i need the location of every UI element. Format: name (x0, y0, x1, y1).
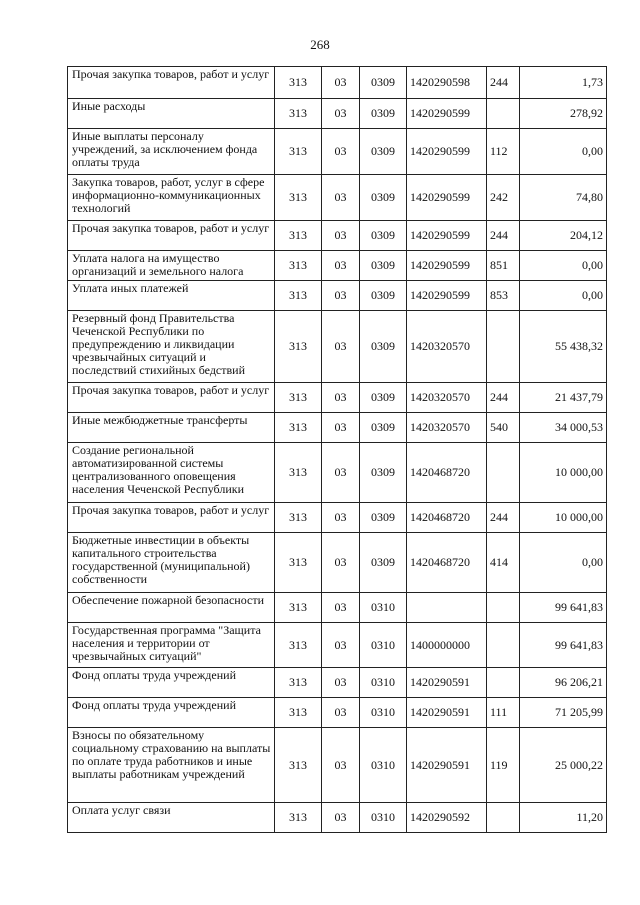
cell-rz: 03 (322, 311, 360, 383)
cell-vr: 112 (487, 129, 520, 175)
table-row (68, 503, 607, 533)
cell-name: Оплата услуг связи (68, 803, 275, 833)
cell-grbs: 313 (275, 728, 322, 803)
cell-pr: 0309 (360, 281, 407, 311)
table-row (68, 129, 607, 175)
cell-rz: 03 (322, 175, 360, 221)
cell-csr: 1420290591 (407, 728, 487, 803)
cell-csr: 1400000000 (407, 623, 487, 668)
cell-grbs: 313 (275, 503, 322, 533)
cell-pr: 0309 (360, 129, 407, 175)
cell-grbs: 313 (275, 623, 322, 668)
cell-sum: 10 000,00 (520, 503, 607, 533)
cell-vr: 414 (487, 533, 520, 593)
cell-pr: 0310 (360, 698, 407, 728)
table-row (68, 728, 607, 803)
cell-pr: 0309 (360, 503, 407, 533)
cell-sum: 74,80 (520, 175, 607, 221)
table-row (68, 281, 607, 311)
table-row (68, 668, 607, 698)
cell-grbs: 313 (275, 383, 322, 413)
cell-csr: 1420468720 (407, 443, 487, 503)
cell-rz: 03 (322, 413, 360, 443)
cell-name: Фонд оплаты труда учреждений (68, 698, 275, 728)
cell-sum: 1,73 (520, 67, 607, 99)
cell-pr: 0310 (360, 623, 407, 668)
cell-sum: 0,00 (520, 251, 607, 281)
cell-grbs: 313 (275, 175, 322, 221)
cell-csr: 1420290599 (407, 175, 487, 221)
cell-grbs: 313 (275, 251, 322, 281)
cell-csr: 1420290599 (407, 129, 487, 175)
cell-grbs: 313 (275, 698, 322, 728)
cell-grbs: 313 (275, 311, 322, 383)
cell-grbs: 313 (275, 99, 322, 129)
cell-vr: 244 (487, 503, 520, 533)
cell-pr: 0309 (360, 443, 407, 503)
table-row (68, 443, 607, 503)
cell-sum: 55 438,32 (520, 311, 607, 383)
cell-sum: 11,20 (520, 803, 607, 833)
cell-name: Прочая закупка товаров, работ и услуг (68, 503, 275, 533)
cell-csr: 1420290599 (407, 251, 487, 281)
cell-sum: 96 206,21 (520, 668, 607, 698)
cell-csr: 1420320570 (407, 383, 487, 413)
cell-rz: 03 (322, 698, 360, 728)
table-row (68, 383, 607, 413)
cell-name: Иные выплаты персоналу учреждений, за исключением фонда оплаты труда (68, 129, 275, 175)
cell-name: Уплата налога на имущество организаций и земельного налога (68, 251, 275, 281)
cell-pr: 0309 (360, 383, 407, 413)
cell-grbs: 313 (275, 443, 322, 503)
cell-sum: 0,00 (520, 281, 607, 311)
cell-name: Прочая закупка товаров, работ и услуг (68, 67, 275, 99)
cell-vr: 851 (487, 251, 520, 281)
cell-csr: 1420290599 (407, 281, 487, 311)
cell-vr (487, 311, 520, 383)
cell-rz: 03 (322, 533, 360, 593)
cell-csr: 1420290599 (407, 99, 487, 129)
cell-vr: 119 (487, 728, 520, 803)
cell-name: Создание региональной автоматизированной системы централизованного оповещения населения Чеченской Республики (68, 443, 275, 503)
cell-vr (487, 593, 520, 623)
cell-pr: 0309 (360, 221, 407, 251)
cell-pr: 0309 (360, 67, 407, 99)
cell-csr: 1420320570 (407, 311, 487, 383)
cell-vr: 853 (487, 281, 520, 311)
cell-rz: 03 (322, 728, 360, 803)
cell-csr: 1420468720 (407, 503, 487, 533)
cell-grbs: 313 (275, 668, 322, 698)
cell-rz: 03 (322, 383, 360, 413)
cell-rz: 03 (322, 221, 360, 251)
cell-pr: 0309 (360, 311, 407, 383)
cell-csr (407, 593, 487, 623)
cell-grbs: 313 (275, 281, 322, 311)
cell-vr (487, 623, 520, 668)
cell-csr: 1420290599 (407, 221, 487, 251)
cell-sum: 204,12 (520, 221, 607, 251)
cell-vr: 244 (487, 221, 520, 251)
cell-sum: 71 205,99 (520, 698, 607, 728)
cell-csr: 1420290591 (407, 698, 487, 728)
cell-rz: 03 (322, 99, 360, 129)
table-row (68, 698, 607, 728)
cell-vr: 244 (487, 67, 520, 99)
cell-grbs: 313 (275, 413, 322, 443)
cell-name: Прочая закупка товаров, работ и услуг (68, 383, 275, 413)
page-number: 268 (310, 37, 330, 52)
cell-vr (487, 99, 520, 129)
cell-rz: 03 (322, 281, 360, 311)
cell-pr: 0310 (360, 668, 407, 698)
cell-sum: 10 000,00 (520, 443, 607, 503)
cell-csr: 1420468720 (407, 533, 487, 593)
cell-name: Обеспечение пожарной безопасности (68, 593, 275, 623)
cell-sum: 278,92 (520, 99, 607, 129)
table-row (68, 175, 607, 221)
cell-pr: 0310 (360, 803, 407, 833)
table-row (68, 623, 607, 668)
cell-sum: 34 000,53 (520, 413, 607, 443)
cell-sum: 25 000,22 (520, 728, 607, 803)
cell-name: Государственная программа "Защита населения и территории от чрезвычайных ситуаций" (68, 623, 275, 668)
table-row (68, 311, 607, 383)
cell-vr: 242 (487, 175, 520, 221)
cell-vr: 244 (487, 383, 520, 413)
cell-csr: 1420290598 (407, 67, 487, 99)
cell-sum: 21 437,79 (520, 383, 607, 413)
cell-vr: 540 (487, 413, 520, 443)
cell-rz: 03 (322, 503, 360, 533)
cell-pr: 0310 (360, 593, 407, 623)
cell-rz: 03 (322, 803, 360, 833)
cell-rz: 03 (322, 668, 360, 698)
table-row (68, 67, 607, 99)
cell-name: Бюджетные инвестиции в объекты капитального строительства государственной (муниципальной) собственности (68, 533, 275, 593)
cell-grbs: 313 (275, 129, 322, 175)
cell-grbs: 313 (275, 803, 322, 833)
table-row (68, 221, 607, 251)
cell-grbs: 313 (275, 533, 322, 593)
table-row (68, 593, 607, 623)
cell-rz: 03 (322, 623, 360, 668)
cell-pr: 0309 (360, 251, 407, 281)
table-row (68, 251, 607, 281)
cell-name: Резервный фонд Правительства Чеченской Республики по предупреждению и ликвидации чрезвычайных ситуаций и последствий стихийных бедствий (68, 311, 275, 383)
cell-grbs: 313 (275, 67, 322, 99)
cell-sum: 99 641,83 (520, 593, 607, 623)
budget-table (67, 66, 607, 833)
cell-csr: 1420320570 (407, 413, 487, 443)
cell-rz: 03 (322, 67, 360, 99)
cell-name: Закупка товаров, работ, услуг в сфере информационно-коммуникационных технологий (68, 175, 275, 221)
cell-sum: 0,00 (520, 129, 607, 175)
cell-name: Взносы по обязательному социальному страхованию на выплаты по оплате труда работников и иные выплаты работникам учреждений (68, 728, 275, 803)
cell-rz: 03 (322, 129, 360, 175)
table-row (68, 413, 607, 443)
cell-sum: 99 641,83 (520, 623, 607, 668)
cell-name: Иные межбюджетные трансферты (68, 413, 275, 443)
cell-pr: 0309 (360, 413, 407, 443)
cell-pr: 0309 (360, 99, 407, 129)
cell-vr: 111 (487, 698, 520, 728)
cell-pr: 0310 (360, 728, 407, 803)
cell-rz: 03 (322, 443, 360, 503)
cell-name: Фонд оплаты труда учреждений (68, 668, 275, 698)
cell-name: Уплата иных платежей (68, 281, 275, 311)
table-row (68, 99, 607, 129)
cell-name: Иные расходы (68, 99, 275, 129)
cell-vr (487, 668, 520, 698)
table-row (68, 803, 607, 833)
cell-rz: 03 (322, 593, 360, 623)
cell-vr (487, 443, 520, 503)
cell-pr: 0309 (360, 533, 407, 593)
table-row (68, 533, 607, 593)
cell-csr: 1420290592 (407, 803, 487, 833)
budget-table-body (68, 67, 607, 833)
cell-name: Прочая закупка товаров, работ и услуг (68, 221, 275, 251)
cell-pr: 0309 (360, 175, 407, 221)
cell-vr (487, 803, 520, 833)
cell-grbs: 313 (275, 221, 322, 251)
cell-sum: 0,00 (520, 533, 607, 593)
cell-grbs: 313 (275, 593, 322, 623)
cell-csr: 1420290591 (407, 668, 487, 698)
cell-rz: 03 (322, 251, 360, 281)
